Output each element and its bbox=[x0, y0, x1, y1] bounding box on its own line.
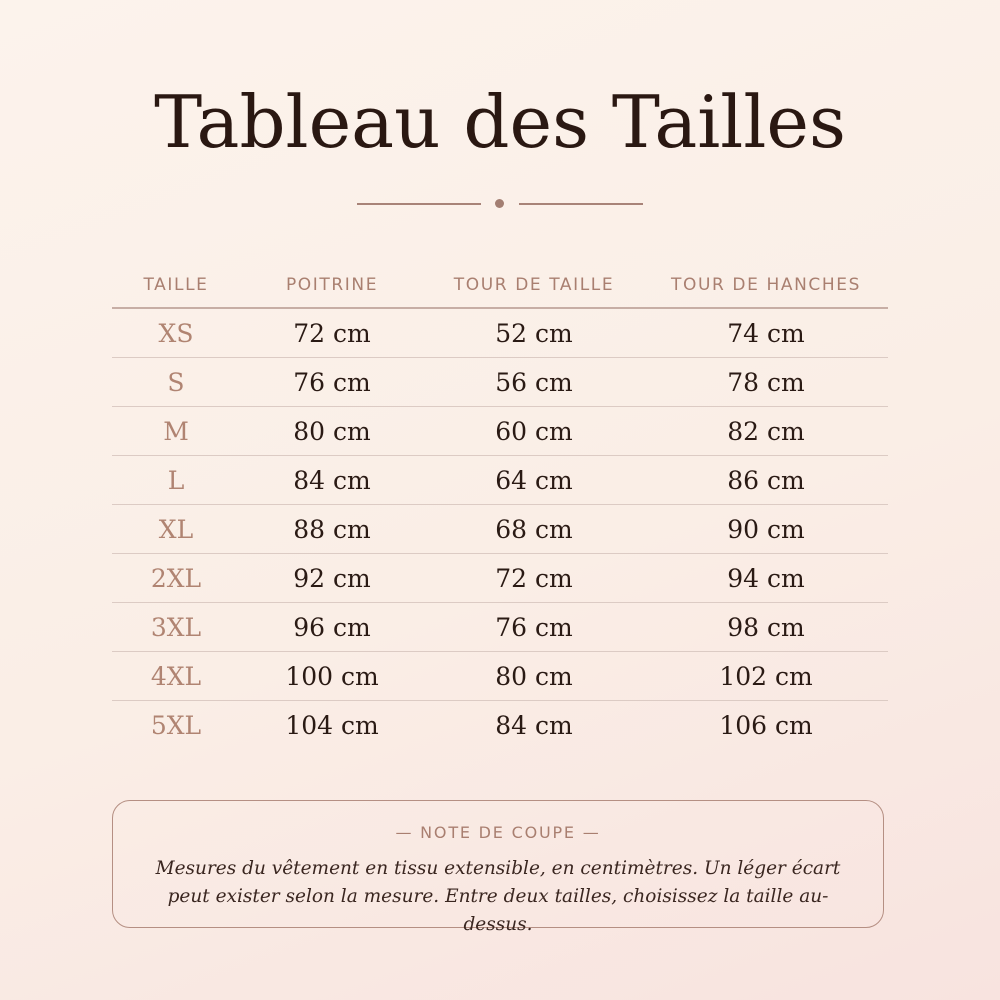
waist-cell: 52 cm bbox=[424, 308, 644, 358]
table-row bbox=[112, 652, 888, 701]
waist-cell: 56 cm bbox=[424, 358, 644, 407]
hips-cell: 78 cm bbox=[644, 358, 888, 407]
table-header-row bbox=[112, 262, 888, 308]
divider-line-left bbox=[357, 203, 481, 205]
chest-cell: 100 cm bbox=[240, 652, 424, 701]
chest-cell: 72 cm bbox=[240, 308, 424, 358]
header-hips: TOUR DE HANCHES bbox=[644, 262, 888, 308]
title-divider bbox=[357, 198, 643, 210]
waist-cell: 72 cm bbox=[424, 554, 644, 603]
waist-cell: 64 cm bbox=[424, 456, 644, 505]
table-row bbox=[112, 505, 888, 554]
chest-cell: 96 cm bbox=[240, 603, 424, 652]
header-waist: TOUR DE TAILLE bbox=[424, 262, 644, 308]
fit-note-text: Mesures du vêtement en tissu extensible, en centimètres. Un léger écart peut exister selon la mesure. Entre deux tailles, choisissez la taille au-dessus. bbox=[155, 858, 841, 935]
fit-note-title: — NOTE DE COUPE — bbox=[395, 823, 601, 842]
size-cell: 4XL bbox=[112, 652, 240, 701]
hips-cell: 82 cm bbox=[644, 407, 888, 456]
size-cell: M bbox=[112, 407, 240, 456]
hips-cell: 90 cm bbox=[644, 505, 888, 554]
chest-cell: 88 cm bbox=[240, 505, 424, 554]
size-cell: XS bbox=[112, 308, 240, 358]
waist-cell: 84 cm bbox=[495, 710, 573, 740]
table-row bbox=[112, 358, 888, 407]
hips-cell: 98 cm bbox=[644, 603, 888, 652]
size-cell: 2XL bbox=[112, 554, 240, 603]
hips-cell: 102 cm bbox=[644, 652, 888, 701]
table-row bbox=[112, 308, 888, 358]
chest-cell: 76 cm bbox=[240, 358, 424, 407]
hips-cell: 94 cm bbox=[644, 554, 888, 603]
size-cell: S bbox=[112, 358, 240, 407]
divider-line-right bbox=[519, 203, 643, 205]
chest-cell: 104 cm bbox=[285, 710, 379, 740]
waist-cell: 80 cm bbox=[424, 652, 644, 701]
table-row bbox=[112, 701, 888, 750]
hips-cell: 106 cm bbox=[719, 710, 813, 740]
size-table bbox=[112, 262, 888, 749]
divider-dot bbox=[495, 199, 504, 208]
header-size: TAILLE bbox=[112, 262, 240, 308]
hips-cell: 86 cm bbox=[644, 456, 888, 505]
size-cell: 5XL bbox=[150, 710, 202, 740]
waist-cell: 76 cm bbox=[424, 603, 644, 652]
hips-cell: 74 cm bbox=[644, 308, 888, 358]
chest-cell: 84 cm bbox=[240, 456, 424, 505]
size-cell: 3XL bbox=[112, 603, 240, 652]
table-row bbox=[112, 407, 888, 456]
table-row bbox=[112, 603, 888, 652]
table-row bbox=[112, 456, 888, 505]
fit-note-box bbox=[112, 800, 884, 935]
header-chest: POITRINE bbox=[240, 262, 424, 308]
waist-cell: 60 cm bbox=[424, 407, 644, 456]
chest-cell: 80 cm bbox=[240, 407, 424, 456]
waist-cell: 68 cm bbox=[424, 505, 644, 554]
size-cell: XL bbox=[112, 505, 240, 554]
table-row bbox=[112, 554, 888, 603]
page-title: Tableau des Tailles bbox=[154, 80, 846, 164]
chest-cell: 92 cm bbox=[240, 554, 424, 603]
size-cell: L bbox=[112, 456, 240, 505]
